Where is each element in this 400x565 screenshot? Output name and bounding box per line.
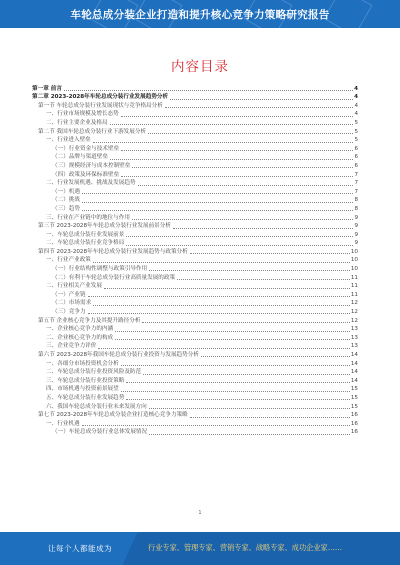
toc-entry-label: （二）挑战 <box>32 197 81 204</box>
toc-entry-label: （三）规模经济与成本控制壁垒 <box>32 163 131 170</box>
toc-leader-dots <box>121 150 353 151</box>
toc-leader-dots <box>110 124 354 125</box>
toc-entry-page: 10 <box>350 257 358 264</box>
toc-entry-label: 二、行业主要企业及格局 <box>32 120 109 127</box>
toc-entry[interactable] <box>32 428 358 437</box>
toc-leader-dots <box>104 288 350 289</box>
toc-entry-label: （一）机遇 <box>32 189 81 196</box>
toc-entry-label: 一、车轮总成分装行业发展前景 <box>32 232 125 239</box>
toc-entry[interactable] <box>32 273 358 282</box>
toc-entry-page: 7 <box>354 180 358 187</box>
toc-entry[interactable] <box>32 101 358 110</box>
toc-entry-label: 第一章 前言 <box>32 85 62 92</box>
toc-leader-dots <box>82 425 350 426</box>
toc-entry-label: （一）行业资金与技术壁垒 <box>32 146 120 153</box>
toc-entry-label: 第六节 2023-2028年我国车轮总成分装行业投资与发展趋势分析 <box>32 352 200 359</box>
toc-entry-label: （三）竞争力 <box>32 309 87 316</box>
toc-entry-page: 14 <box>350 369 358 376</box>
toc-entry[interactable] <box>32 118 358 127</box>
toc-leader-dots <box>115 331 350 332</box>
toc-leader-dots <box>93 305 350 306</box>
toc-leader-dots <box>143 374 350 375</box>
toc-leader-dots <box>173 228 353 229</box>
toc-entry-label: （三）趋势 <box>32 206 81 213</box>
toc-leader-dots <box>132 167 353 168</box>
toc-entry-page: 16 <box>350 429 358 436</box>
toc-entry-page: 10 <box>350 266 358 273</box>
toc-entry-page: 15 <box>350 394 358 401</box>
toc-leader-dots <box>126 382 350 383</box>
toc-leader-dots <box>138 185 354 186</box>
toc-leader-dots <box>190 253 350 254</box>
toc-entry-page: 4 <box>354 85 358 92</box>
toc-leader-dots <box>121 391 350 392</box>
toc-leader-dots <box>126 245 353 246</box>
toc-entry-page: 10 <box>350 248 358 255</box>
toc-entry[interactable] <box>32 110 358 119</box>
toc-entry-label: 三、车轮总成分装行业投资策略 <box>32 378 125 385</box>
toc-entry[interactable] <box>32 264 358 273</box>
toc-entry[interactable] <box>32 127 358 136</box>
toc-entry-label: 一、行业市场规模及增长态势 <box>32 111 120 118</box>
toc-entry[interactable] <box>32 307 358 316</box>
toc-entry-page: 4 <box>354 94 358 101</box>
toc-entry[interactable] <box>32 393 358 402</box>
toc-leader-dots <box>82 202 353 203</box>
toc-entry-page: 11 <box>350 283 358 290</box>
toc-entry-page: 11 <box>350 291 358 298</box>
toc-entry-label: 二、行业相关产业发展 <box>32 283 103 290</box>
toc-entry[interactable] <box>32 411 358 420</box>
toc-leader-dots <box>149 408 350 409</box>
toc-leader-dots <box>121 116 354 117</box>
toc-entry[interactable] <box>32 170 358 179</box>
toc-entry[interactable] <box>32 161 358 170</box>
toc-entry-page: 12 <box>350 317 358 324</box>
toc-entry[interactable] <box>32 359 358 368</box>
toc-entry[interactable] <box>32 299 358 308</box>
toc-entry-label: 第二章 2023-2028年车轮总成分装行业发展趋势分析 <box>32 94 169 101</box>
toc-entry-page: 6 <box>354 145 358 152</box>
toc-entry[interactable] <box>32 247 358 256</box>
toc-entry[interactable] <box>32 204 358 213</box>
toc-entry-page: 7 <box>354 171 358 178</box>
toc-leader-dots <box>170 99 353 100</box>
toc-leader-dots <box>149 434 350 435</box>
toc-entry-label: （二）市场需求 <box>32 300 92 307</box>
toc-leader-dots <box>126 399 350 400</box>
toc-leader-dots <box>88 296 350 297</box>
toc-entry-page: 8 <box>354 205 358 212</box>
toc-entry-page: 4 <box>354 111 358 118</box>
toc-entry-label: 六、我国车轮总成分装行业未来发展方向 <box>32 404 148 411</box>
toc-entry[interactable] <box>32 239 358 248</box>
toc-entry-page: 9 <box>354 240 358 247</box>
toc-entry-page: 9 <box>354 223 358 230</box>
toc-entry[interactable] <box>32 187 358 196</box>
toc-entry-label: 三、行业在产业链中的地位与作用 <box>32 215 131 222</box>
toc-entry[interactable] <box>32 179 358 188</box>
toc-entry-page: 13 <box>350 326 358 333</box>
toc-leader-dots <box>93 142 354 143</box>
toc-entry-label: （四）政策及环保标准壁垒 <box>32 172 120 179</box>
toc-entry-page: 8 <box>354 197 358 204</box>
toc-entry-page: 12 <box>350 300 358 307</box>
toc-leader-dots <box>132 219 354 220</box>
toc-entry[interactable] <box>32 333 358 342</box>
toc-leader-dots <box>121 176 353 177</box>
toc-entry-page: 9 <box>354 231 358 238</box>
toc-entry-page: 9 <box>354 214 358 221</box>
footer-band <box>0 532 400 565</box>
toc-entry-label: 一、行业进入壁垒 <box>32 137 92 144</box>
toc-entry-page: 6 <box>354 154 358 161</box>
toc-entry-label: 四、市场机遇与投资前景展望 <box>32 386 120 393</box>
toc-leader-dots <box>165 107 354 108</box>
toc-leader-dots <box>115 339 350 340</box>
toc-entry[interactable] <box>32 222 358 231</box>
footer-slogan-left: 让每个人都能成为 <box>48 544 112 553</box>
toc-entry-page: 14 <box>350 360 358 367</box>
toc-entry-label: 第五节 企业核心竞争力及其提升路径分析 <box>32 318 141 325</box>
toc-entry[interactable] <box>32 213 358 222</box>
toc-entry-label: 二、行业发展机遇、挑战及发展趋势 <box>32 180 137 187</box>
toc-entry[interactable] <box>32 368 358 377</box>
toc-entry-page: 12 <box>350 309 358 316</box>
toc-entry-label: 二、车轮总成分装行业竞争格局 <box>32 240 125 247</box>
toc-entry-page: 15 <box>350 386 358 393</box>
footer-slogan-right: 行业专家、管理专家、营销专家、战略专家、成功企业家…… <box>148 543 343 552</box>
toc-entry-label: 第四节 2023-2028年车轮总成分装行业发展趋势与政策分析 <box>32 249 189 256</box>
toc-entry[interactable] <box>32 153 358 162</box>
page-number: 1 <box>198 510 202 516</box>
toc-leader-dots <box>121 365 350 366</box>
toc-entry-label: 第二节 我国车轮总成分装行业下游发展分析 <box>32 129 147 136</box>
toc-entry-label: 一、行业产业政策 <box>32 257 92 264</box>
toc-entry[interactable] <box>32 342 358 351</box>
toc-entry-page: 6 <box>354 162 358 169</box>
toc-leader-dots <box>82 210 353 211</box>
toc-entry-label: （一）车轮总成分装行业总体发展情况 <box>32 429 148 436</box>
toc-leader-dots <box>148 133 353 134</box>
toc-entry-label: 第七节 2023-2028年车轮总成分装企业打造核心竞争力策略 <box>32 412 189 419</box>
toc-entry-label: （二）有利于车轮总成分装行业高质量发展的政策 <box>32 275 176 282</box>
report-title: 车轮总成分装企业打造和提升核心竞争力策略研究报告 <box>70 9 330 21</box>
toc-leader-dots <box>110 159 353 160</box>
toc-entry-label: 一、行业机遇 <box>32 421 81 428</box>
toc-entry-page: 16 <box>350 412 358 419</box>
toc-entry-page: 5 <box>354 137 358 144</box>
toc-entry-label: 二、车轮总成分装行业投资风险及防范 <box>32 369 142 376</box>
toc-entry[interactable] <box>32 419 358 428</box>
toc-entry-label: 第一节 车轮总成分装行业发展现状与竞争格局分析 <box>32 103 164 110</box>
toc-entry[interactable] <box>32 144 358 153</box>
toc-leader-dots <box>64 90 353 91</box>
toc-entry-label: （一）产业链 <box>32 292 87 299</box>
toc-leader-dots <box>201 356 350 357</box>
toc-entry-page: 13 <box>350 334 358 341</box>
toc-entry-page: 14 <box>350 352 358 358</box>
table-of-contents <box>32 84 358 436</box>
toc-entry-label: （一）行业结构性调整与政策引导作用 <box>32 266 148 273</box>
toc-entry-page: 7 <box>354 188 358 195</box>
toc-entry-label: 三、企业竞争力评价 <box>32 343 97 350</box>
toc-entry[interactable] <box>32 84 358 93</box>
toc-entry-page: 4 <box>354 102 358 109</box>
toc-entry[interactable] <box>32 136 358 145</box>
toc-leader-dots <box>190 417 350 418</box>
toc-entry-page: 13 <box>350 343 358 350</box>
toc-entry-page: 5 <box>354 119 358 126</box>
toc-leader-dots <box>126 236 353 237</box>
toc-entry-page: 14 <box>350 377 358 384</box>
toc-entry-label: （二）品牌与渠道壁垒 <box>32 154 109 161</box>
toc-entry-page: 5 <box>354 128 358 135</box>
toc-entry[interactable] <box>32 385 358 394</box>
toc-entry-label: 第三节 2023-2028年车轮总成分装行业发展前景分析 <box>32 223 172 230</box>
toc-leader-dots <box>142 322 349 323</box>
toc-leader-dots <box>177 279 350 280</box>
toc-entry-page: 16 <box>350 420 358 427</box>
toc-entry-page: 11 <box>350 274 358 281</box>
toc-entry[interactable] <box>32 402 358 411</box>
toc-entry[interactable] <box>32 290 358 299</box>
toc-entry[interactable] <box>32 316 358 325</box>
toc-entry-label: 一、各细分市场投资机会分析 <box>32 361 120 368</box>
toc-entry[interactable] <box>32 196 358 205</box>
toc-entry-label: 二、企业核心竞争力的构成 <box>32 335 114 342</box>
toc-leader-dots <box>93 262 350 263</box>
toc-entry[interactable] <box>32 230 358 239</box>
toc-leader-dots <box>149 270 350 271</box>
toc-entry[interactable] <box>32 376 358 385</box>
toc-entry[interactable] <box>32 256 358 265</box>
toc-entry-page: 15 <box>350 403 358 410</box>
toc-entry[interactable] <box>32 350 358 359</box>
toc-entry-label: 一、企业核心竞争力的内涵 <box>32 326 114 333</box>
toc-leader-dots <box>98 348 350 349</box>
toc-leader-dots <box>82 193 353 194</box>
toc-entry[interactable] <box>32 93 358 102</box>
toc-entry[interactable] <box>32 325 358 334</box>
toc-entry-label: 五、车轮总成分装行业发展趋势 <box>32 395 125 402</box>
toc-entry[interactable] <box>32 282 358 291</box>
toc-heading: 内容目录 <box>171 59 229 75</box>
toc-leader-dots <box>88 313 350 314</box>
